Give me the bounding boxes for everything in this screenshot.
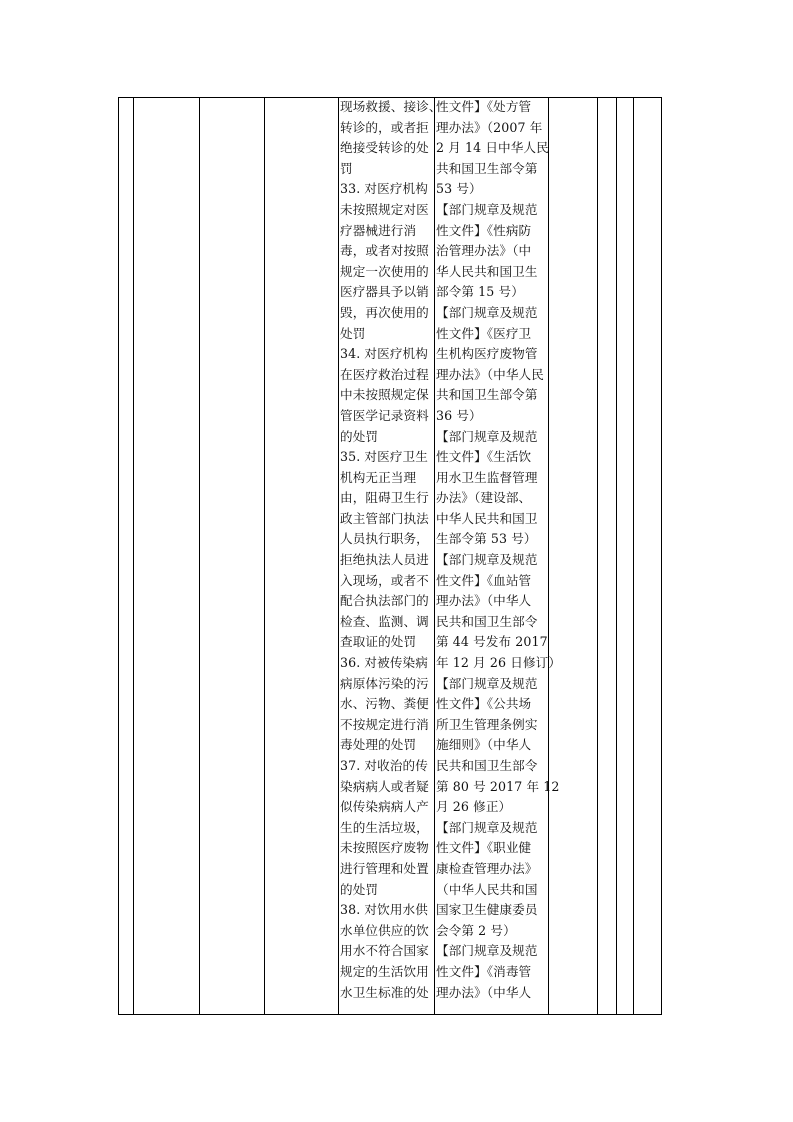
basis-line: （中华人民共和国 [436,881,538,897]
violation-line: 水卫生标准的处 [340,984,429,1000]
basis-line: 性文件】《职业健 [436,840,532,856]
violation-line: 未按照医疗废物 [340,840,429,856]
column-divider [597,97,598,1015]
basis-line: 【部门规章及规范 [436,943,538,959]
violation-line: 在医疗救治过程 [340,366,429,382]
column-divider [264,97,265,1015]
basis-line: 性文件】《性病防 [436,222,532,238]
violation-line: 机构无正当理 [340,469,417,485]
violation-line: 检查、监测、调 [340,613,429,629]
basis-line: 第 44 号发布 2017 [436,634,548,650]
basis-line: 36 号） [436,407,482,423]
violation-line: 的处罚 [340,428,379,444]
violation-line: 疗器械进行消 [340,222,417,238]
violation-line: 35. 对医疗卫生 [340,449,428,465]
violation-line: 毒处理的处罚 [340,737,417,753]
basis-line: 施细则》（中华人 [436,737,532,753]
basis-line: 民共和国卫生部令 [436,758,538,773]
violation-line: 的处罚 [340,881,379,897]
violation-line: 绝接受转诊的处 [340,140,429,156]
basis-line: 共和国卫生部令第 [436,387,538,403]
basis-line: 【部门规章及规范 [436,552,538,568]
basis-line: 治管理办法》（中 [436,243,532,259]
basis-line: 康检查管理办法》 [436,860,538,876]
basis-line: 部令第 15 号） [436,284,524,300]
basis-line: 性文件】《处方管 [436,99,532,114]
basis-line: 性文件】《生活饮 [436,449,532,465]
violation-line: 病原体污染的污 [340,675,429,691]
violation-line: 水单位供应的饮 [340,922,429,938]
violation-line: 38. 对饮用水供 [340,902,428,918]
basis-line: 年 12 月 26 日修订） [436,655,562,671]
violation-line: 33. 对医疗机构 [340,181,428,197]
violation-line: 转诊的，或者拒 [340,119,429,135]
violation-line: 拒绝执法人员进 [340,552,429,568]
basis-line: 共和国卫生部令第 [436,160,538,176]
violation-line: 政主管部门执法 [340,510,429,526]
column-divider [616,97,617,1015]
violation-line: 用水不符合国家 [340,943,429,959]
basis-line: 理办法》（中华人民 [436,366,544,382]
basis-line: 2 月 14 日中华人民 [436,140,549,156]
column-divider [133,97,134,1015]
basis-line: 生部令第 53 号） [436,531,537,547]
violation-line: 水、污物、粪便 [340,696,429,712]
table-border-right [661,97,662,1015]
basis-line: 中华人民共和国卫 [436,510,538,526]
violation-line: 规定的生活饮用 [340,963,429,979]
basis-line: 【部门规章及规范 [436,201,538,217]
violation-line: 毁，再次使用的 [340,304,429,320]
table-border-left [118,97,119,1015]
legal-basis-cell [436,97,562,1003]
basis-line: 理办法》（中华人 [436,984,532,1000]
violation-line: 医疗器具予以销 [340,284,429,300]
basis-line: 月 26 修正） [436,799,512,815]
basis-line: 性文件】《医疗卫 [436,325,532,341]
basis-line: 华人民共和国卫生 [436,263,538,279]
violation-line: 配合执法部门的 [340,593,429,609]
violation-line: 未按照规定对医 [340,201,429,217]
basis-line: 性文件】《公共场 [436,696,532,712]
column-divider [338,97,339,1015]
violation-line: 34. 对医疗机构 [340,346,428,362]
column-divider [548,97,549,1015]
basis-line: 办法》（建设部、 [436,490,532,506]
violation-line: 人员执行职务， [340,531,429,547]
basis-line: 国家卫生健康委员 [436,902,538,918]
basis-line: 性文件】《消毒管 [436,963,532,979]
violation-line: 36. 对被传染病 [340,655,428,671]
violation-line: 规定一次使用的 [340,263,429,279]
violation-line: 似传染病病人产 [340,799,429,815]
basis-line: 53 号） [436,181,482,197]
basis-line: 性文件】《血站管 [436,572,532,588]
violation-items-cell [340,97,442,1003]
violation-line: 毒，或者对按照 [340,243,429,259]
violation-line: 查取证的处罚 [340,634,417,650]
basis-line: 用水卫生监督管理 [436,469,538,485]
violation-line: 现场救援、接诊、 [340,99,442,114]
violation-line: 生的生活垃圾， [340,819,429,835]
basis-line: 第 80 号 2017 年 12 [436,778,560,794]
violation-line: 由，阻碍卫生行 [340,490,429,506]
violation-line: 37. 对收治的传 [340,758,428,773]
basis-line: 【部门规章及规范 [436,675,538,691]
violation-line: 不按规定进行消 [340,716,429,732]
basis-line: 【部门规章及规范 [436,819,538,835]
table-border-bottom [118,1014,661,1015]
basis-line: 理办法》（2007 年 [436,119,543,135]
violation-line: 进行管理和处置 [340,860,429,876]
column-divider [633,97,634,1015]
basis-line: 所卫生管理条例实 [436,716,538,732]
basis-line: 理办法》（中华人 [436,593,532,609]
basis-line: 生机构医疗废物管 [436,346,538,362]
violation-line: 管医学记录资料 [340,407,429,423]
violation-line: 中未按照规定保 [340,387,429,403]
violation-line: 染病病人或者疑 [340,778,429,794]
violation-line: 罚 [340,160,353,176]
violation-line: 入现场，或者不 [340,572,429,588]
basis-line: 【部门规章及规范 [436,304,538,320]
basis-line: 会令第 2 号） [436,922,516,938]
column-divider [199,97,200,1015]
basis-line: 【部门规章及规范 [436,428,538,444]
violation-line: 处罚 [340,325,366,341]
basis-line: 民共和国卫生部令 [436,613,538,629]
